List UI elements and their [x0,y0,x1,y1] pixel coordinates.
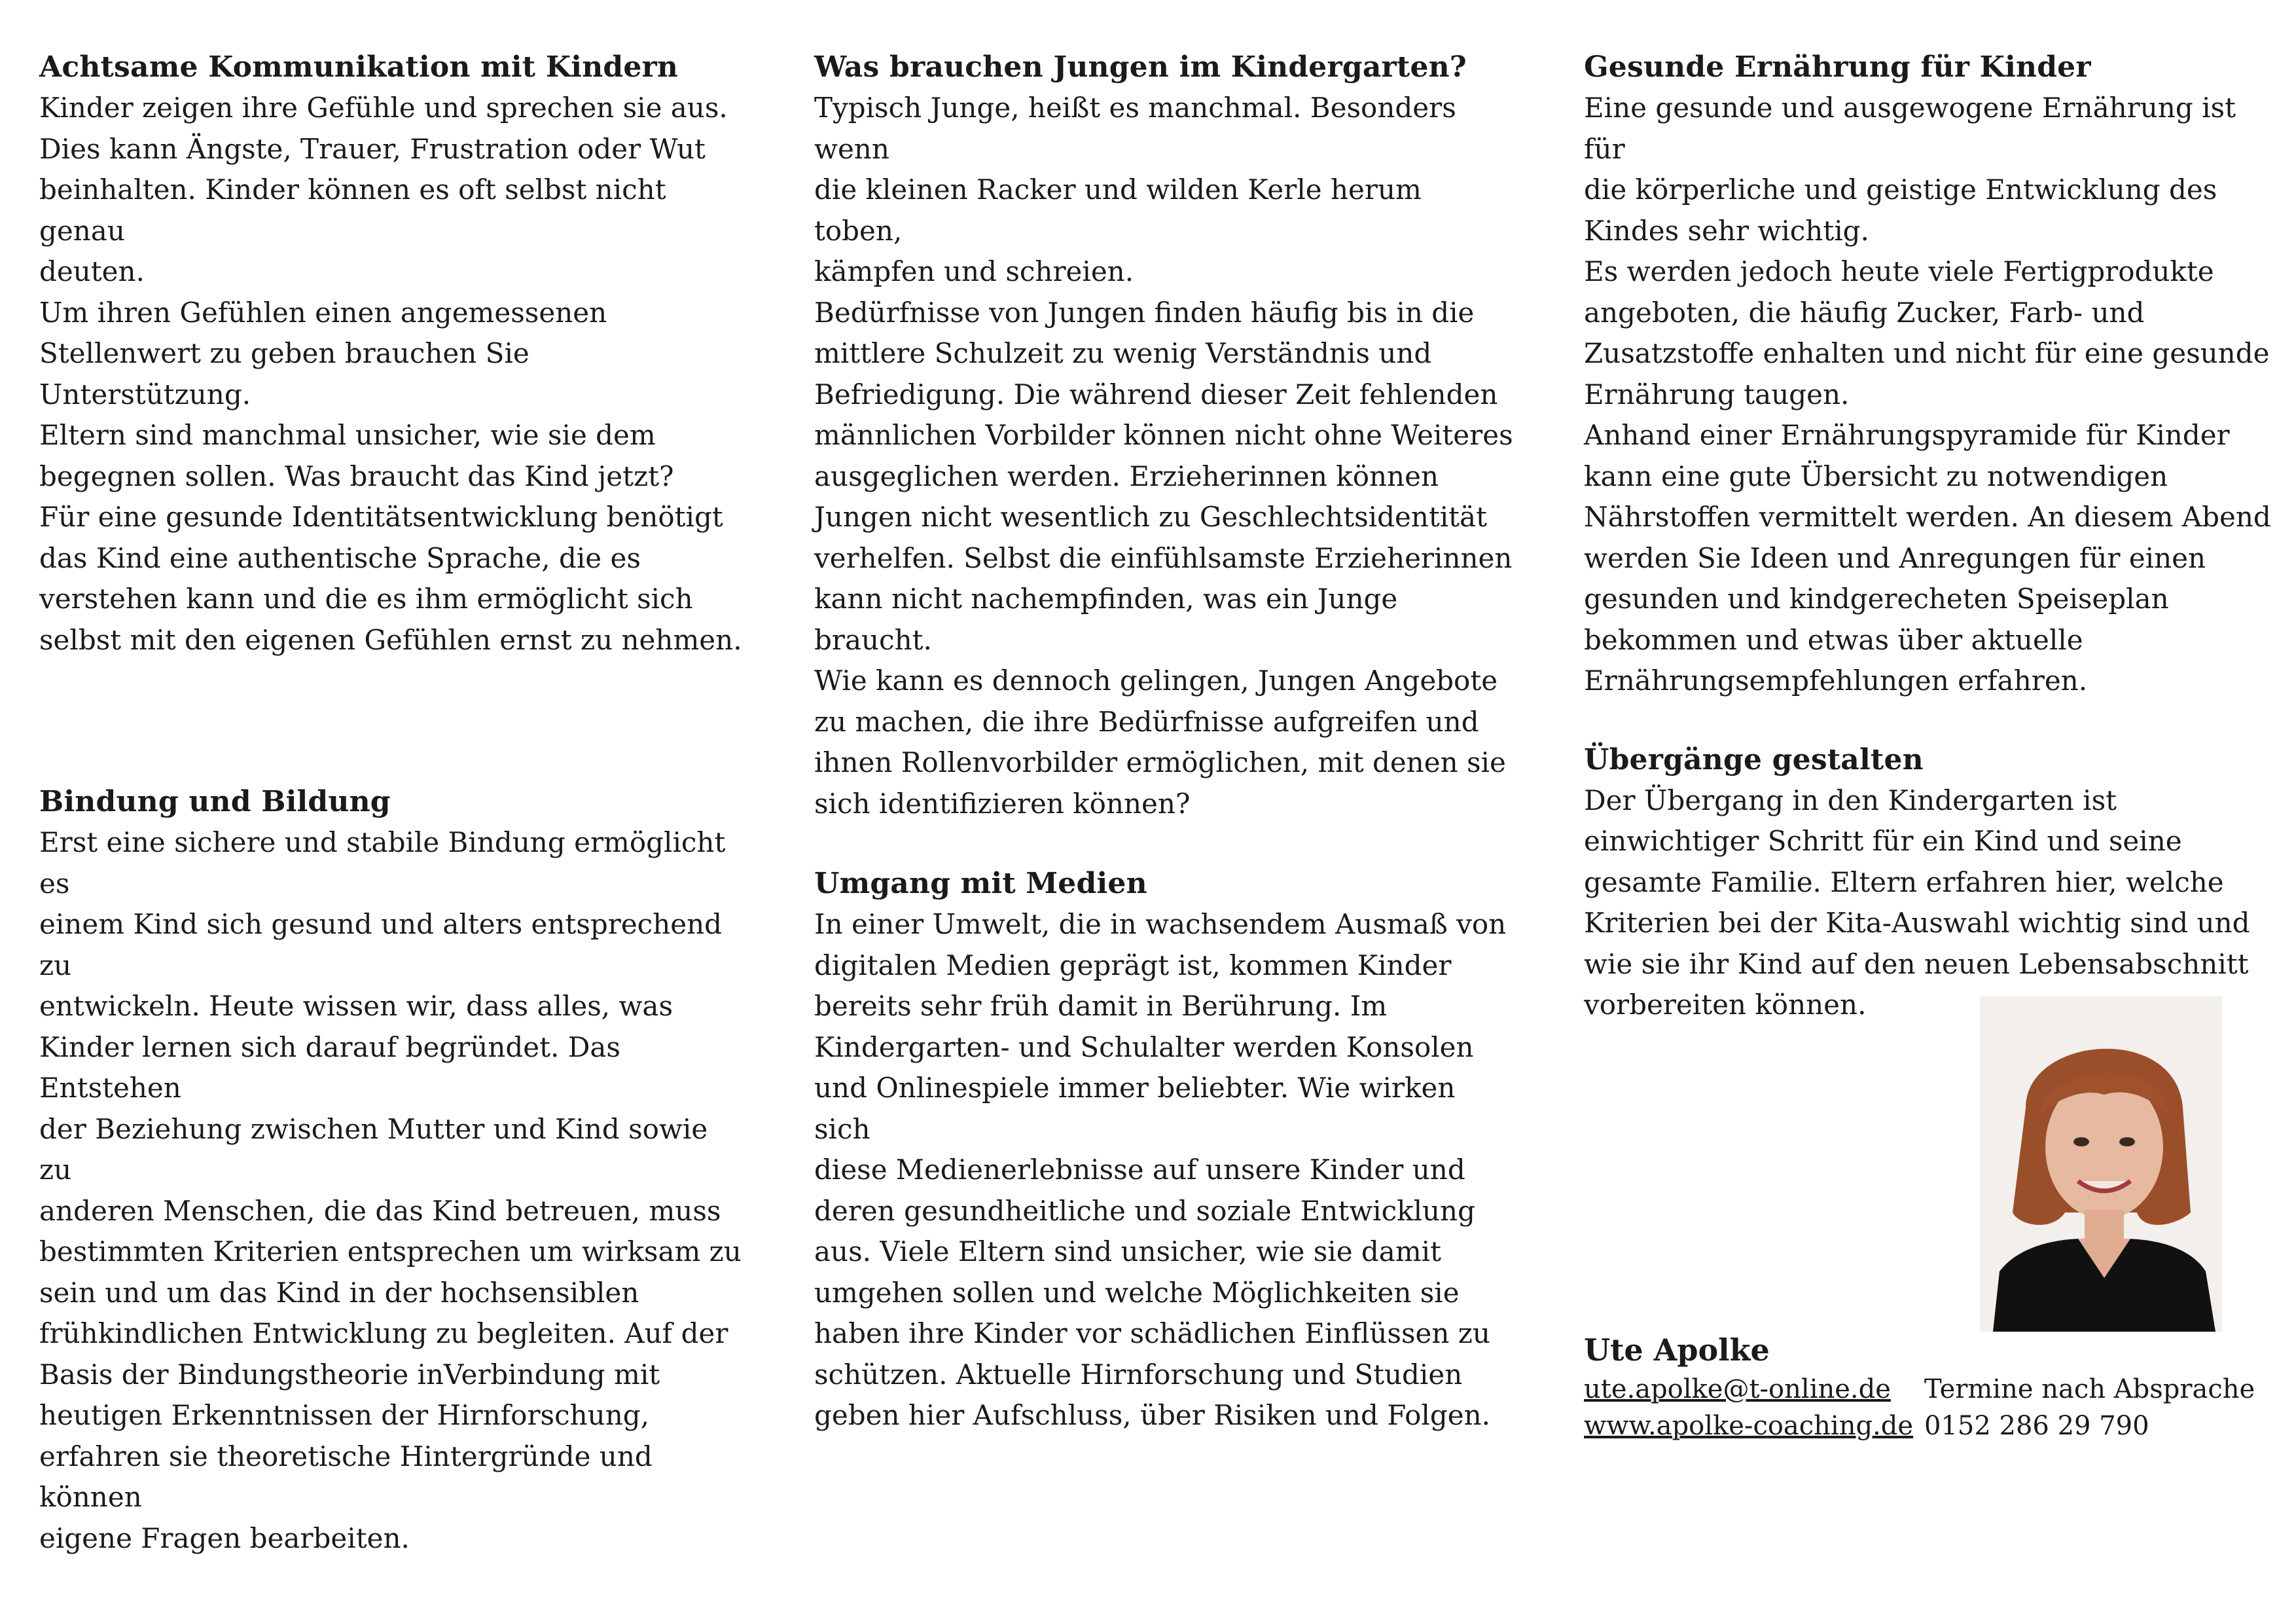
text-line: verhelfen. Selbst die einfühlsamste Erzieherinnen [814,541,1513,574]
text-line: entwickeln. Heute wissen wir, dass alles, was [39,990,673,1022]
section-heading: Achtsame Kommunikation mit Kindern [39,50,679,84]
text-line: Befriedigung. Die während dieser Zeit fehlenden [814,378,1498,410]
text-line: Wie kann es dennoch gelingen, Jungen Angebote [814,665,1498,697]
text-line: kann nicht nachempfinden, was ein Junge braucht. [814,583,1398,656]
text-line: In einer Umwelt, die in wachsendem Ausmaß von [814,908,1507,940]
text-line: Um ihren Gefühlen einen angemessenen [39,296,607,329]
text-line: Bedürfnisse von Jungen finden häufig bis in die [814,296,1475,329]
text-line: deuten. [39,255,145,287]
section-bindung-und-bildung [39,782,746,1559]
column-middle [814,47,1515,1436]
text-line: kämpfen und schreien. [814,255,1134,287]
text-line: bekommen und etwas über aktuelle [1584,623,2083,656]
text-line: verstehen kann und die es ihm ermöglicht sich [39,583,693,615]
text-line: digitalen Medien geprägt ist, kommen Kinder [814,949,1452,981]
text-line: selbst mit den eigenen Gefühlen ernst zu nehmen. [39,623,742,656]
text-line: Typisch Junge, heißt es manchmal. Besonders wenn [814,92,1456,165]
text-line: Kinder lernen sich darauf begründet. Das Entstehen [39,1030,620,1104]
column-right [1584,47,2278,1026]
text-line: ihnen Rollenvorbilder ermöglichen, mit denen sie [814,746,1506,778]
text-line: Basis der Bindungstheorie inVerbindung mit [39,1358,660,1391]
text-line: wie sie ihr Kind auf den neuen Lebensabschnitt [1584,947,2249,980]
text-line: angeboten, die häufig Zucker, Farb- und [1584,296,2145,329]
text-line: Kinder zeigen ihre Gefühle und sprechen sie aus. [39,92,728,124]
text-line: Ernährung taugen. [1584,378,1850,410]
text-line: sein und um das Kind in der hochsensiblen [39,1276,639,1309]
text-line: bereits sehr früh damit in Berührung. Im [814,990,1388,1022]
text-line: Eltern sind manchmal unsicher, wie sie dem [39,419,656,451]
section-heading: Übergänge gestalten [1584,742,1924,776]
text-line: beinhalten. Kinder können es oft selbst nicht genau [39,173,666,247]
text-line: gesamte Familie. Eltern erfahren hier, welche [1584,866,2224,898]
section-body [1584,780,2278,1026]
text-line: Kindes sehr wichtig. [1584,214,1869,247]
section-heading: Was brauchen Jungen im Kindergarten? [814,50,1467,84]
section-body [814,88,1515,824]
text-line: Dies kann Ängste, Trauer, Frustration oder Wut [39,132,706,165]
contact-block [1584,1329,2291,1444]
text-line: Für eine gesunde Identitätsentwicklung benötigt [39,501,723,533]
text-line: werden Sie Ideen und Anregungen für einen [1584,541,2206,574]
text-line: und Onlinespiele immer beliebter. Wie wirken sich [814,1072,1456,1145]
section-heading: Umgang mit Medien [814,867,1147,900]
text-line: einwichtiger Schritt für ein Kind und seine [1584,825,2182,857]
contact-name: Ute Apolke [1584,1332,1770,1368]
text-line: geben hier Aufschluss, über Risiken und Folgen. [814,1399,1490,1431]
text-line: kann eine gute Übersicht zu notwendigen [1584,460,2168,492]
text-line: zu machen, die ihre Bedürfnisse aufgreifen und [814,705,1479,738]
text-line: begegnen sollen. Was braucht das Kind jetzt? [39,460,674,492]
text-line: Kriterien bei der Kita-Auswahl wichtig sind und [1584,907,2250,939]
appointments-note: Termine nach Absprache [1924,1374,2255,1404]
text-line: umgehen sollen und welche Möglichkeiten sie [814,1276,1460,1309]
text-line: bestimmten Kriterien entsprechen um wirksam zu [39,1235,742,1267]
section-achtsame-kommunikation [39,47,746,661]
text-line: haben ihre Kinder vor schädlichen Einflüssen zu [814,1317,1490,1349]
text-line: eigene Fragen bearbeiten. [39,1522,410,1554]
text-line: sich identifizieren können? [814,787,1191,820]
section-body [814,904,1515,1436]
text-line: deren gesundheitliche und soziale Entwicklung [814,1194,1475,1227]
section-gesunde-ernaehrung [1584,47,2278,702]
text-line: schützen. Aktuelle Hirnforschung und Studien [814,1358,1463,1391]
text-line: Jungen nicht wesentlich zu Geschlechtsidentität [814,501,1487,533]
text-line: erfahren sie theoretische Hintergründe und können [39,1440,653,1513]
text-line: die körperliche und geistige Entwicklung des [1584,173,2217,206]
section-body [39,88,746,661]
text-line: ausgeglichen werden. Erzieherinnen können [814,460,1439,492]
portrait-photo-icon [1980,996,2222,1332]
text-line: heutigen Erkenntnissen der Hirnforschung, [39,1399,649,1431]
text-line: Erst eine sichere und stabile Bindung ermöglicht es [39,826,726,900]
text-line: Eine gesunde und ausgewogene Ernährung ist für [1584,92,2236,165]
text-line: die kleinen Racker und wilden Kerle herum toben, [814,173,1422,247]
phone-number: 0152 286 29 790 [1924,1411,2149,1441]
column-left [39,47,746,1559]
text-line: Anhand einer Ernährungspyramide für Kinder [1584,419,2230,451]
text-line: Der Übergang in den Kindergarten ist [1584,784,2117,816]
section-body [1584,88,2278,702]
portrait-photo [1980,996,2222,1332]
text-line: Kindergarten- und Schulalter werden Konsolen [814,1030,1474,1063]
text-line: vorbereiten können. [1584,989,1867,1021]
section-heading: Bindung und Bildung [39,785,391,818]
text-line: männlichen Vorbilder können nicht ohne Weiteres [814,419,1513,451]
contact-row-1 [1584,1371,2291,1408]
contact-row-2 [1584,1408,2291,1444]
text-line: Nährstoffen vermittelt werden. An diesem Abend [1584,501,2271,533]
website-link[interactable]: www.apolke-coaching.de [1584,1411,1914,1441]
section-umgang-mit-medien [814,864,1515,1436]
text-line: der Beziehung zwischen Mutter und Kind sowie zu [39,1112,708,1186]
text-line: das Kind eine authentische Sprache, die es [39,541,641,574]
text-line: Ernährungsempfehlungen erfahren. [1584,665,2088,697]
text-line: mittlere Schulzeit zu wenig Verständnis und [814,337,1432,369]
section-heading: Gesunde Ernährung für Kinder [1584,50,2091,84]
text-line: einem Kind sich gesund und alters entsprechend zu [39,908,723,981]
text-line: aus. Viele Eltern sind unsicher, wie sie damit [814,1235,1441,1267]
text-line: Zusatzstoffe enhalten und nicht für eine gesunde [1584,337,2270,369]
email-link[interactable]: ute.apolke@t-online.de [1584,1374,1891,1404]
text-line: gesunden und kindgerecheten Speiseplan [1584,583,2169,615]
text-line: Es werden jedoch heute viele Fertigprodukte [1584,255,2214,287]
text-line: anderen Menschen, die das Kind betreuen, muss [39,1194,721,1227]
section-body [39,822,746,1559]
text-line: frühkindlichen Entwicklung zu begleiten. Auf der [39,1317,728,1349]
text-line: diese Medienerlebnisse auf unsere Kinder und [814,1154,1465,1186]
section-uebergaenge-gestalten [1584,740,2278,1026]
text-line: Stellenwert zu geben brauchen Sie Unterstützung. [39,337,529,410]
section-jungen-im-kindergarten [814,47,1515,824]
